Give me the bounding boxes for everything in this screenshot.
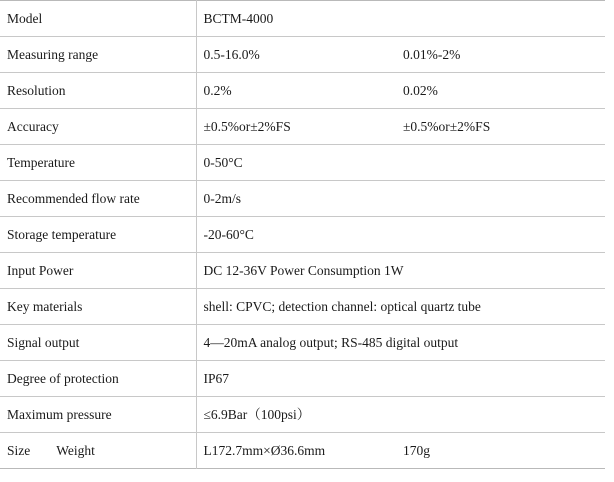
table-row (0, 325, 605, 361)
table-row (0, 109, 605, 145)
row-label: Resolution (0, 73, 196, 109)
table-row (0, 253, 605, 289)
row-label: Storage temperature (0, 217, 196, 253)
row-value-primary: -20-60°C (196, 217, 605, 253)
table-row (0, 361, 605, 397)
row-value-primary: 4—20mA analog output; RS-485 digital output (196, 325, 605, 361)
row-label: Degree of protection (0, 361, 196, 397)
row-label-size-secondary: Weight (56, 442, 95, 458)
row-label: Signal output (0, 325, 196, 361)
row-label: Key materials (0, 289, 196, 325)
row-value-primary: 0.2% (196, 73, 401, 109)
row-label: Model (0, 1, 196, 37)
row-label: Accuracy (0, 109, 196, 145)
row-value-primary: L172.7mm×Ø36.6mm (196, 433, 401, 469)
table-body (0, 1, 605, 469)
row-value-secondary: ±0.5%or±2%FS (401, 109, 605, 145)
row-value-secondary: 170g (401, 433, 605, 469)
table-row (0, 37, 605, 73)
table-row (0, 433, 605, 469)
table-row (0, 397, 605, 433)
row-label: Measuring range (0, 37, 196, 73)
row-value-primary: 0.5-16.0% (196, 37, 401, 73)
row-value-primary: ±0.5%or±2%FS (196, 109, 401, 145)
table-row (0, 1, 605, 37)
row-value-primary: ≤6.9Bar（100psi） (196, 397, 605, 433)
row-value-primary: 0-50°C (196, 145, 605, 181)
row-value-secondary: 0.02% (401, 73, 605, 109)
table-row (0, 289, 605, 325)
row-value-primary: DC 12-36V Power Consumption 1W (196, 253, 605, 289)
row-label-size-primary: Size (7, 442, 31, 458)
table-row (0, 181, 605, 217)
row-value-secondary: 0.01%-2% (401, 37, 605, 73)
table-row (0, 217, 605, 253)
table-row (0, 73, 605, 109)
row-label: Maximum pressure (0, 397, 196, 433)
row-value-primary: 0-2m/s (196, 181, 605, 217)
row-label: Temperature (0, 145, 196, 181)
row-label: Input Power (0, 253, 196, 289)
row-value-primary: IP67 (196, 361, 605, 397)
table-row (0, 145, 605, 181)
row-label-size (0, 433, 196, 469)
row-value-primary: BCTM-4000 (196, 1, 605, 37)
row-value-primary: shell: CPVC; detection channel: optical quartz tube (196, 289, 605, 325)
row-label: Recommended flow rate (0, 181, 196, 217)
